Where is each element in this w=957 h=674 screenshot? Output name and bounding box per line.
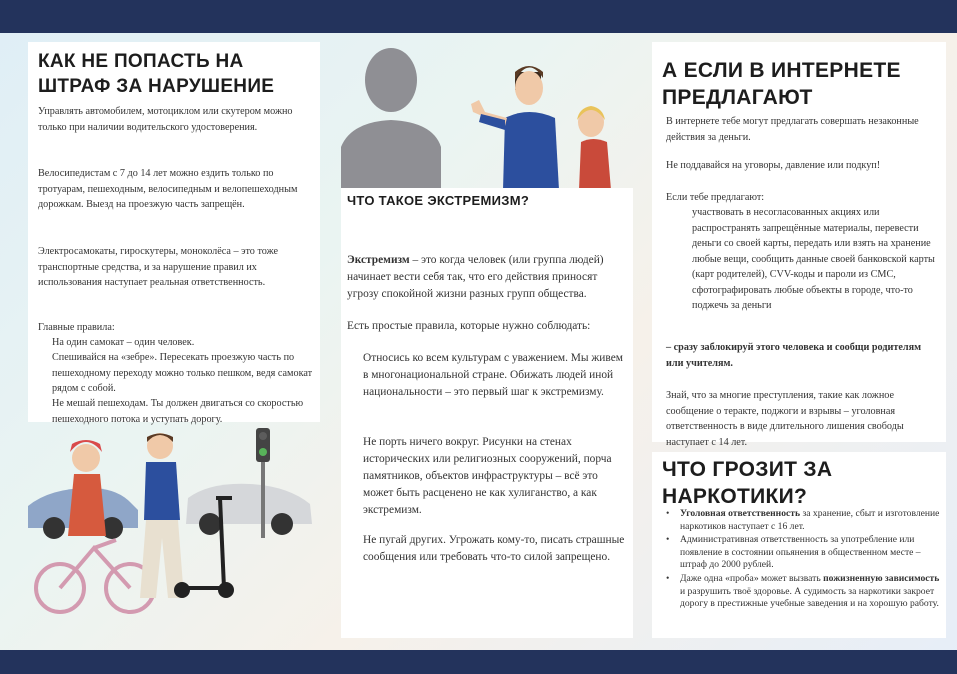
extremism-title: ЧТО ТАКОЕ ЭКСТРЕМИЗМ?	[347, 193, 530, 208]
internet-panel	[652, 42, 946, 448]
fine-panel	[28, 42, 320, 425]
extremism-term: Экстремизм	[347, 254, 410, 266]
extremism-illustration	[341, 42, 633, 190]
list-item	[660, 508, 942, 533]
internet-paragraph-liability: Знай, что за многие преступления, такие как ложное сообщение о теракте, поджоги и взрывы – уголовная ответственность в виде длительного лишения свободы наступает с 14 лет.	[666, 390, 904, 448]
drugs-b1-text: за хранение, сбыт и изготовление наркотиков наступает с 16 лет.	[680, 508, 940, 532]
fine-rule-1: На один самокат – один человек.	[52, 337, 195, 348]
extremism-definition	[347, 252, 631, 303]
extremism-rule-damage: Не порть ничего вокруг. Рисунки на стенах исторических или религиозных сооружений, порча памятников, объектов инфраструктуры – всё это может быть расценено не как хулиганство, а как экстремизм.	[363, 436, 612, 516]
fine-paragraph-scooters: Электросамокаты, гироскутеры, моноколёса – это тоже транспортные средства, и за нарушение правил их использования наступает реальная ответственность.	[38, 246, 279, 288]
drugs-b3-pre: Даже одна «проба» может вызвать	[680, 572, 824, 584]
internet-action-text: – сразу заблокируй этого человека и сообщи родителям или учителям.	[666, 342, 922, 369]
street-scene-illustration	[20, 428, 335, 618]
bottom-banner	[0, 650, 957, 674]
extremism-rule-threats: Не пугай других. Угрожать кому-то, писать страшные сообщения или требовать что-то силой запрещено.	[363, 534, 625, 563]
internet-title: А ЕСЛИ В ИНТЕРНЕТЕ ПРЕДЛАГАЮТ	[662, 59, 901, 109]
drugs-list	[660, 508, 942, 612]
fine-paragraph-cyclists: Велосипедистам с 7 до 14 лет можно ездить только по тротуарам, пешеходным, велосипедным и велопешеходным дорожкам. Выезд на проезжую часть запрещён.	[38, 168, 298, 210]
list-item: • Административная ответственность за употребление или появление в состоянии опьянения в общественном месте – штраф до 2000 рублей.	[660, 534, 942, 572]
extremism-rules-intro: Есть простые правила, которые нужно соблюдать:	[347, 320, 591, 332]
top-banner	[0, 0, 957, 33]
drugs-b3-bold: пожизненную зависимость	[823, 572, 940, 584]
internet-paragraph-warning: Не поддавайся на уговоры, давление или подкуп!	[666, 160, 881, 171]
drugs-b1-bold: Уголовная ответственность	[680, 508, 801, 519]
internet-paragraph-intro: В интернете тебе могут предлагать совершать незаконные действия за деньги.	[666, 116, 919, 143]
list-item	[660, 573, 942, 611]
extremism-rule-respect: Относись ко всем культурам с уважением. Мы живем в многонациональной стране. Обижать людей иной национальности – это первый шаг к экстремизму.	[363, 352, 623, 398]
fine-rules-heading: Главные правила:	[38, 322, 115, 333]
drugs-title: ЧТО ГРОЗИТ ЗА НАРКОТИКИ?	[662, 458, 833, 508]
internet-action	[666, 340, 941, 371]
extremism-definition-text: – это когда человек (или группа людей) начинает вести себя так, что его действия приносят угрозу спокойной жизни разных групп общества.	[347, 254, 604, 300]
fine-rule-3: Не мешай пешеходам. Ты должен двигаться со скоростью пешеходного потока и уступать дорогу.	[52, 398, 304, 425]
fine-title: КАК НЕ ПОПАСТЬ НА ШТРАФ ЗА НАРУШЕНИЕ	[38, 51, 275, 97]
extremism-panel	[341, 188, 633, 638]
fine-paragraph-license: Управлять автомобилем, мотоциклом или скутером можно только при наличии водительского удостоверения.	[38, 106, 293, 133]
fine-rule-2: Спешивайся на «зебре». Пересекать проезжую часть по пешеходному переходу можно только пешком, ведя самокат рядом с собой.	[52, 352, 313, 394]
drugs-panel	[652, 452, 946, 638]
internet-paragraph-if: Если тебе предлагают:	[666, 192, 765, 203]
internet-offers-list: участвовать в несогласованных акциях или распространять запрещённые материалы, перевести деньги со своей карты, передать или взять на хранение любые вещи, сообщить данные своей банковской карты (карт родителей), CVV-коды и пароли из СМС, сфотографировать любые объекты в городе, что-то поджечь за деньги	[692, 207, 935, 311]
drugs-b3-text: и разрушить твоё здоровье. А судимость за наркотики закроет дорогу в престижные учебные заведения и на хорошую работу.	[680, 585, 939, 610]
